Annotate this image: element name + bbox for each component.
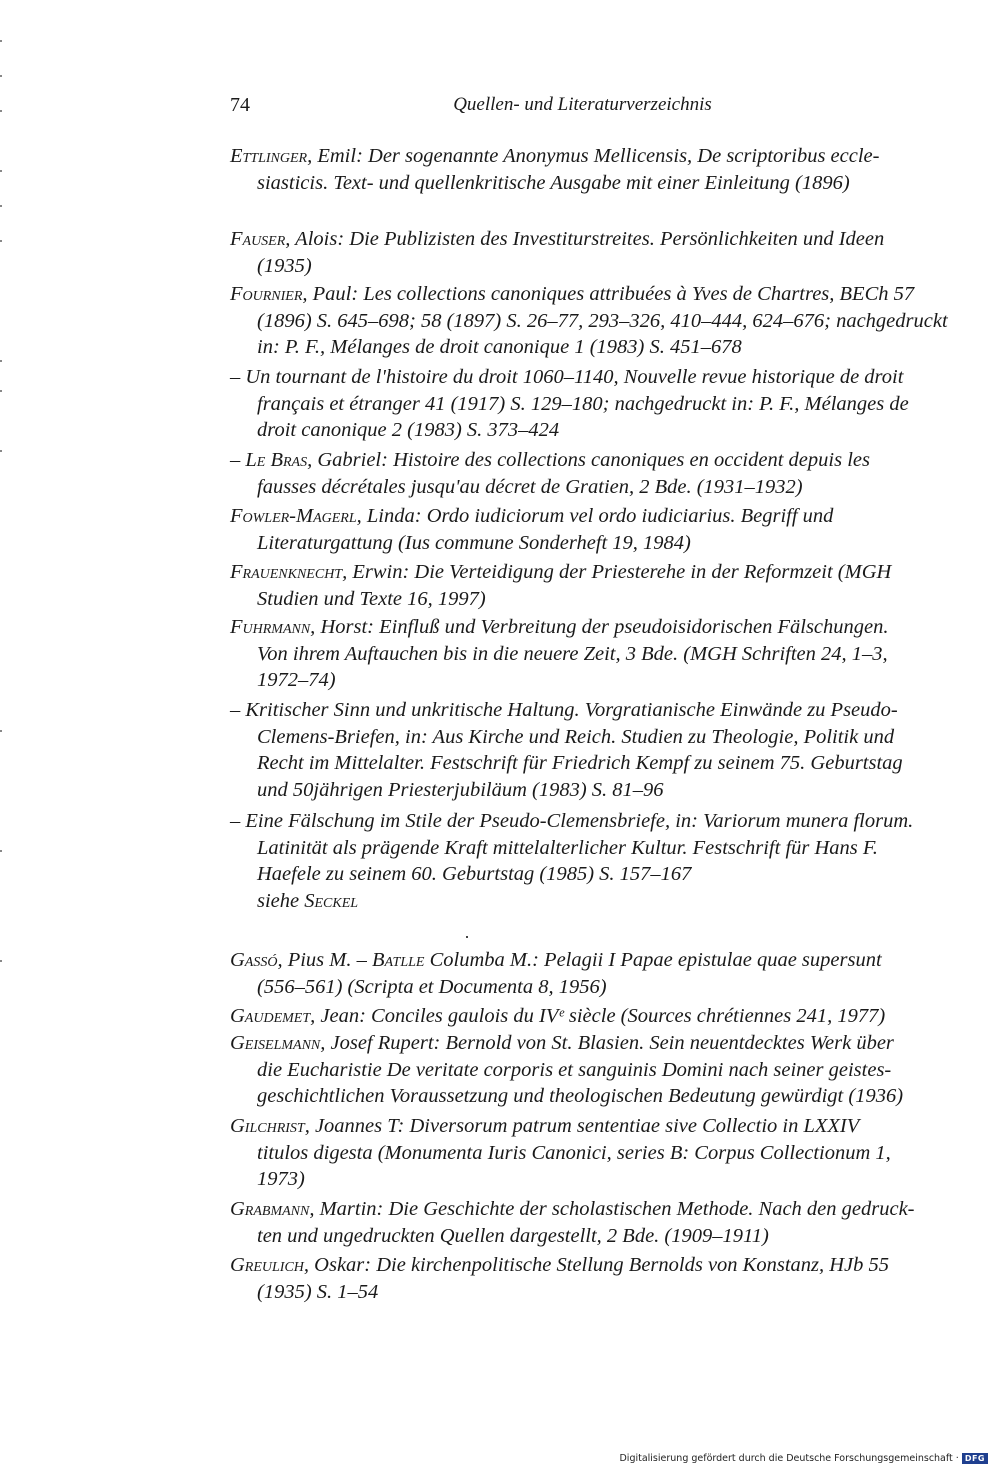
entry-line xyxy=(230,697,935,724)
entry-text: Columba M.: Pelagii I Papae epistulae quae supersunt xyxy=(424,949,882,971)
entry-line xyxy=(230,281,935,308)
entry-text: Literaturgattung (Ius commune Sonderheft 19, 1984) xyxy=(257,531,691,554)
entry-line xyxy=(230,1196,935,1223)
entry-text: 1973) xyxy=(257,1168,305,1190)
entry-line xyxy=(230,1279,935,1306)
entry-line xyxy=(230,559,935,586)
entry-line xyxy=(230,253,935,280)
entry-line xyxy=(230,308,948,335)
entry-line xyxy=(230,667,935,694)
author-name: Fowler-Magerl, xyxy=(230,505,362,527)
dfg-logo: DFG xyxy=(962,1453,988,1464)
entry-line xyxy=(230,974,935,1001)
entry-text: Paul: Les collections canoniques attribuées à Yves de Chartres, BECh 57 xyxy=(307,283,915,305)
entry-text: Josef Rupert: Bernold von St. Blasien. Sein neuentdecktes Werk über xyxy=(325,1032,894,1054)
entry-line xyxy=(230,1003,935,1030)
bibliography-entry xyxy=(230,947,935,1000)
entry-line xyxy=(230,447,935,474)
entry-text: – xyxy=(230,449,246,471)
entry-line xyxy=(230,334,935,361)
author-name: Grabmann, xyxy=(230,1198,315,1220)
bibliography-entry xyxy=(230,143,935,196)
author-name: Fournier, xyxy=(230,283,308,305)
entry-text: Horst: Einfluß und Verbreitung der pseudoisidorischen Fälschungen. xyxy=(315,616,889,638)
author-name: Fuhrmann, xyxy=(230,616,316,638)
entry-text: (556–561) (Scripta et Documenta 8, 1956) xyxy=(257,975,607,998)
bibliography-entry xyxy=(230,1003,935,1030)
author-name: Gassó, xyxy=(230,949,283,971)
entry-line xyxy=(230,417,935,444)
entry-text: – Kritischer Sinn und unkritische Haltung. Vorgratianische Einwände zu Pseudo- xyxy=(230,699,898,721)
entry-line xyxy=(230,1140,935,1167)
entry-line xyxy=(230,808,935,835)
entry-text: siasticis. Text- und quellenkritische Ausgabe mit einer Einleitung (1896) xyxy=(257,171,850,194)
entry-line xyxy=(230,947,935,974)
scan-speck xyxy=(466,936,468,938)
entry-text: Haefele zu seinem 60. Geburtstag (1985) S. 157–167 xyxy=(257,863,692,885)
entry-text: – Un tournant de l'histoire du droit 1060–1140, Nouvelle revue historique de droit xyxy=(230,366,904,388)
entry-line xyxy=(230,1113,935,1140)
page-number: 74 xyxy=(230,94,250,116)
entry-line xyxy=(230,474,935,501)
entry-line xyxy=(230,835,935,862)
entry-text: Von ihrem Auftauchen bis in die neuere Zeit, 3 Bde. (MGH Schriften 24, 1–3, xyxy=(257,642,888,665)
entry-text: fausses décrétales jusqu'au décret de Gratien, 2 Bde. (1931–1932) xyxy=(257,475,803,498)
author-name: Geiselmann, xyxy=(230,1032,326,1054)
entry-line xyxy=(230,226,935,253)
entry-text: Alois: Die Publizisten des Investiturstreites. Persönlichkeiten und Ideen xyxy=(290,228,885,250)
entry-line xyxy=(230,1083,935,1110)
entry-text: Gabriel: Histoire des collections canoniques en occident depuis les xyxy=(312,449,870,471)
bibliography-entry xyxy=(230,226,935,279)
entry-text: die Eucharistie De veritate corporis et sanguinis Domini nach seiner geistes- xyxy=(257,1058,892,1081)
author-name: Seckel xyxy=(304,889,359,912)
bibliography-entry xyxy=(230,1030,935,1110)
bibliography-entry xyxy=(230,281,948,361)
author-name: Le Bras, xyxy=(245,449,313,471)
bibliography-entry xyxy=(230,364,935,444)
entry-text: droit canonique 2 (1983) S. 373–424 xyxy=(257,419,560,441)
entry-line xyxy=(230,364,935,391)
entry-line xyxy=(230,614,935,641)
entry-line xyxy=(230,530,935,557)
entry-text: Studien und Texte 16, 1997) xyxy=(257,587,486,610)
entry-text: Jean: Conciles gaulois du IVᵉ siècle (Sources chrétiennes 241, 1977) xyxy=(315,1005,886,1027)
entry-text: und 50jährigen Priesterjubiläum (1983) S. 81–96 xyxy=(257,778,664,801)
bibliography-entry xyxy=(230,1252,935,1305)
author-name: Frauenknecht, xyxy=(230,561,348,583)
bibliography-entry xyxy=(230,503,935,556)
entry-line xyxy=(230,170,935,197)
entry-text: 1972–74) xyxy=(257,669,336,691)
entry-text: Joannes T: Diversorum patrum sententiae sive Collectio in LXXIV xyxy=(309,1115,860,1137)
entry-line xyxy=(230,391,935,418)
author-name: Greulich, xyxy=(230,1254,310,1276)
entry-line xyxy=(230,1166,935,1193)
entry-line xyxy=(230,586,935,613)
author-name: Ettlinger, xyxy=(230,145,313,167)
entry-line xyxy=(230,861,935,888)
entry-text: titulos digesta (Monumenta Iuris Canonici, series B: Corpus Collectionum 1, xyxy=(257,1141,891,1164)
entry-text: (1935) S. 1–54 xyxy=(257,1280,379,1303)
entry-text: (1935) xyxy=(257,254,312,277)
page-header xyxy=(230,94,935,124)
digitization-footer xyxy=(619,1453,988,1464)
bibliography-entry xyxy=(230,808,935,914)
bibliography-entry xyxy=(230,1196,935,1249)
entry-text: Pius M. – xyxy=(282,949,372,971)
entry-text: français et étranger 41 (1917) S. 129–180; nachgedruckt in: P. F., Mélanges de xyxy=(257,392,909,415)
entry-text: Recht im Mittelalter. Festschrift für Friedrich Kempf zu seinem 75. Geburtstag xyxy=(257,752,903,774)
entry-line xyxy=(230,1252,935,1279)
author-name: Gilchrist, xyxy=(230,1115,310,1137)
entry-text: Emil: Der sogenannte Anonymus Mellicensis, De scriptoribus eccle- xyxy=(312,145,880,167)
entry-text: (1896) S. 645–698; 58 (1897) S. 26–77, 293–326, 410–444, 624–676; nachgedruckt xyxy=(257,309,948,332)
scan-margin-marks xyxy=(0,30,3,950)
entry-line xyxy=(230,777,935,804)
author-name: Batlle xyxy=(372,949,425,971)
entry-text: Oskar: Die kirchenpolitische Stellung Bernolds von Konstanz, HJb 55 xyxy=(309,1254,890,1276)
running-title: Quellen- und Literaturverzeichnis xyxy=(453,94,712,115)
entry-line xyxy=(230,503,935,530)
entry-line xyxy=(230,1030,935,1057)
author-name: Fauser, xyxy=(230,228,291,250)
entry-text: in: P. F., Mélanges de droit canonique 1 (1983) S. 451–678 xyxy=(257,336,742,358)
bibliography-entry xyxy=(230,559,935,612)
entry-line xyxy=(230,1057,935,1084)
entry-text: – Eine Fälschung im Stile der Pseudo-Clemensbriefe, in: Variorum munera florum. xyxy=(230,810,914,832)
entry-text: Erwin: Die Verteidigung der Priesterehe in der Reformzeit (MGH xyxy=(347,561,892,583)
bibliography-entry xyxy=(230,447,935,500)
entry-text: Linda: Ordo iudiciorum vel ordo iudiciarius. Begriff und xyxy=(361,505,834,527)
entry-line xyxy=(230,750,935,777)
entry-text: Latinität als prägende Kraft mittelalterlicher Kultur. Festschrift für Hans F. xyxy=(257,836,878,859)
entry-text: siehe xyxy=(257,889,305,912)
bibliography-entry xyxy=(230,614,935,694)
entry-line xyxy=(230,888,935,915)
bibliography-entry xyxy=(230,697,935,803)
entry-line xyxy=(230,641,935,668)
entry-line xyxy=(230,143,935,170)
entry-text: ten und ungedruckten Quellen dargestellt, 2 Bde. (1909–1911) xyxy=(257,1224,769,1247)
entry-line xyxy=(230,1223,935,1250)
entry-line xyxy=(230,724,935,751)
author-name: Gaudemet, xyxy=(230,1005,316,1027)
entry-text: geschichtlichen Voraussetzung und theologischen Bedeutung gewürdigt (1936) xyxy=(257,1085,904,1107)
entry-text: Clemens-Briefen, in: Aus Kirche und Reich. Studien zu Theologie, Politik und xyxy=(257,725,895,748)
entry-text: Martin: Die Geschichte der scholastischen Methode. Nach den gedruck- xyxy=(314,1198,915,1220)
footer-credit: Digitalisierung gefördert durch die Deutsche Forschungsgemeinschaft · xyxy=(619,1453,959,1464)
bibliography-entry xyxy=(230,1113,935,1193)
